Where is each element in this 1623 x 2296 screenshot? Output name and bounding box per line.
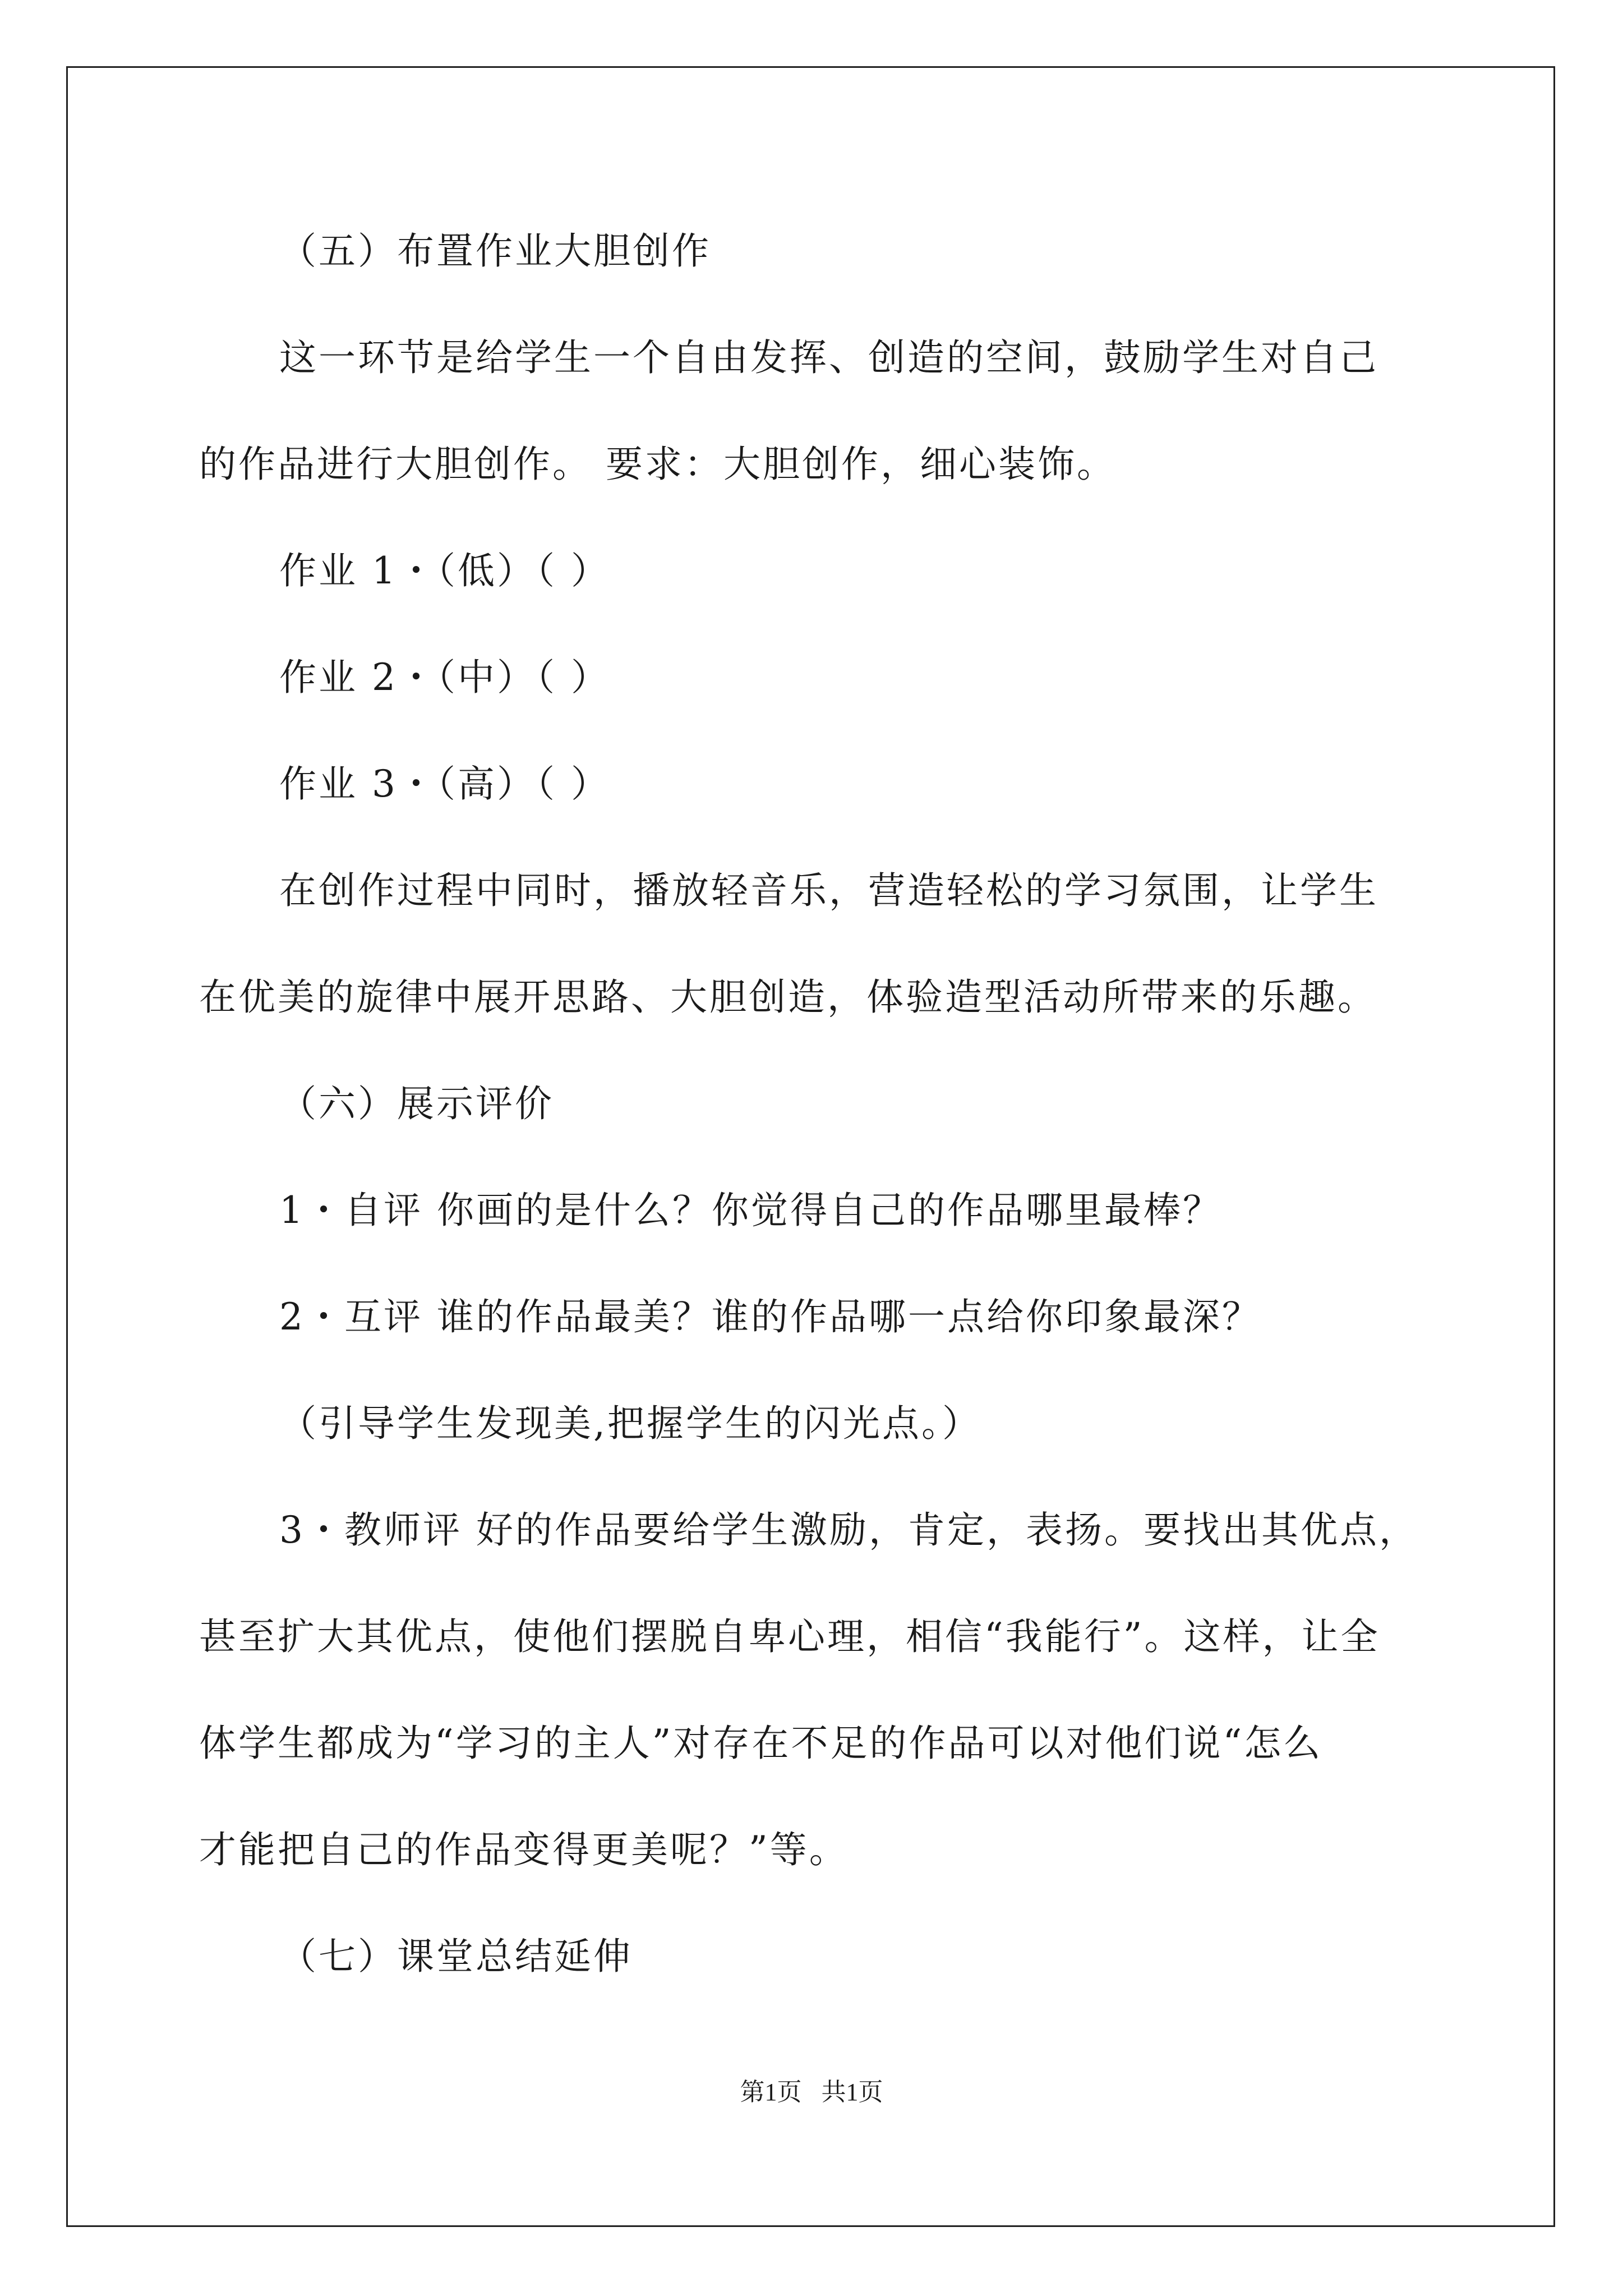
list-item: 2・互评 谁的作品最美？谁的作品哪一点给你印象最深？ [279, 1295, 1261, 1338]
section-heading: （七）课堂总结延伸 [279, 1935, 633, 1978]
paragraph-line: 才能把自己的作品变得更美呢？”等。 [199, 1828, 849, 1871]
page-border [66, 66, 1555, 2227]
list-item: 作业 3・（高）（ ） [279, 762, 610, 806]
list-item: 作业 1・（低）（ ） [279, 549, 610, 592]
list-item: 作业 2・（中）（ ） [279, 656, 610, 699]
list-item: 3・教师评 好的作品要给学生激励，肯定，表扬。要找出其优点， [279, 1508, 1418, 1552]
paragraph-line: 的作品进行大胆创作。 要求：大胆创作，细心装饰。 [199, 443, 1116, 486]
page-total: 共1页 [821, 2078, 883, 2106]
page-number: 第1页 [740, 2078, 802, 2106]
paragraph-line: 这一环节是给学生一个自由发挥、创造的空间，鼓励学生对自己 [279, 336, 1378, 379]
section-heading: （五）布置作业大胆创作 [279, 229, 711, 273]
paragraph-line: 在创作过程中同时，播放轻音乐，营造轻松的学习氛围，让学生 [279, 869, 1378, 912]
page-footer [0, 2076, 1623, 2109]
list-item: 1・自评 你画的是什么？你觉得自己的作品哪里最棒？ [279, 1189, 1222, 1232]
paragraph-line: 在优美的旋律中展开思路、大胆创造，体验造型活动所带来的乐趣。 [199, 976, 1377, 1019]
paragraph-line: 甚至扩大其优点，使他们摆脱自卑心理，相信“我能行”。这样，让全 [199, 1615, 1380, 1658]
paragraph-line: （引导学生发现美,把握学生的闪光点。） [279, 1402, 981, 1445]
paragraph-line: 体学生都成为“学习的主人”对存在不足的作品可以对他们说“怎么 [199, 1722, 1323, 1765]
section-heading: （六）展示评价 [279, 1082, 554, 1125]
